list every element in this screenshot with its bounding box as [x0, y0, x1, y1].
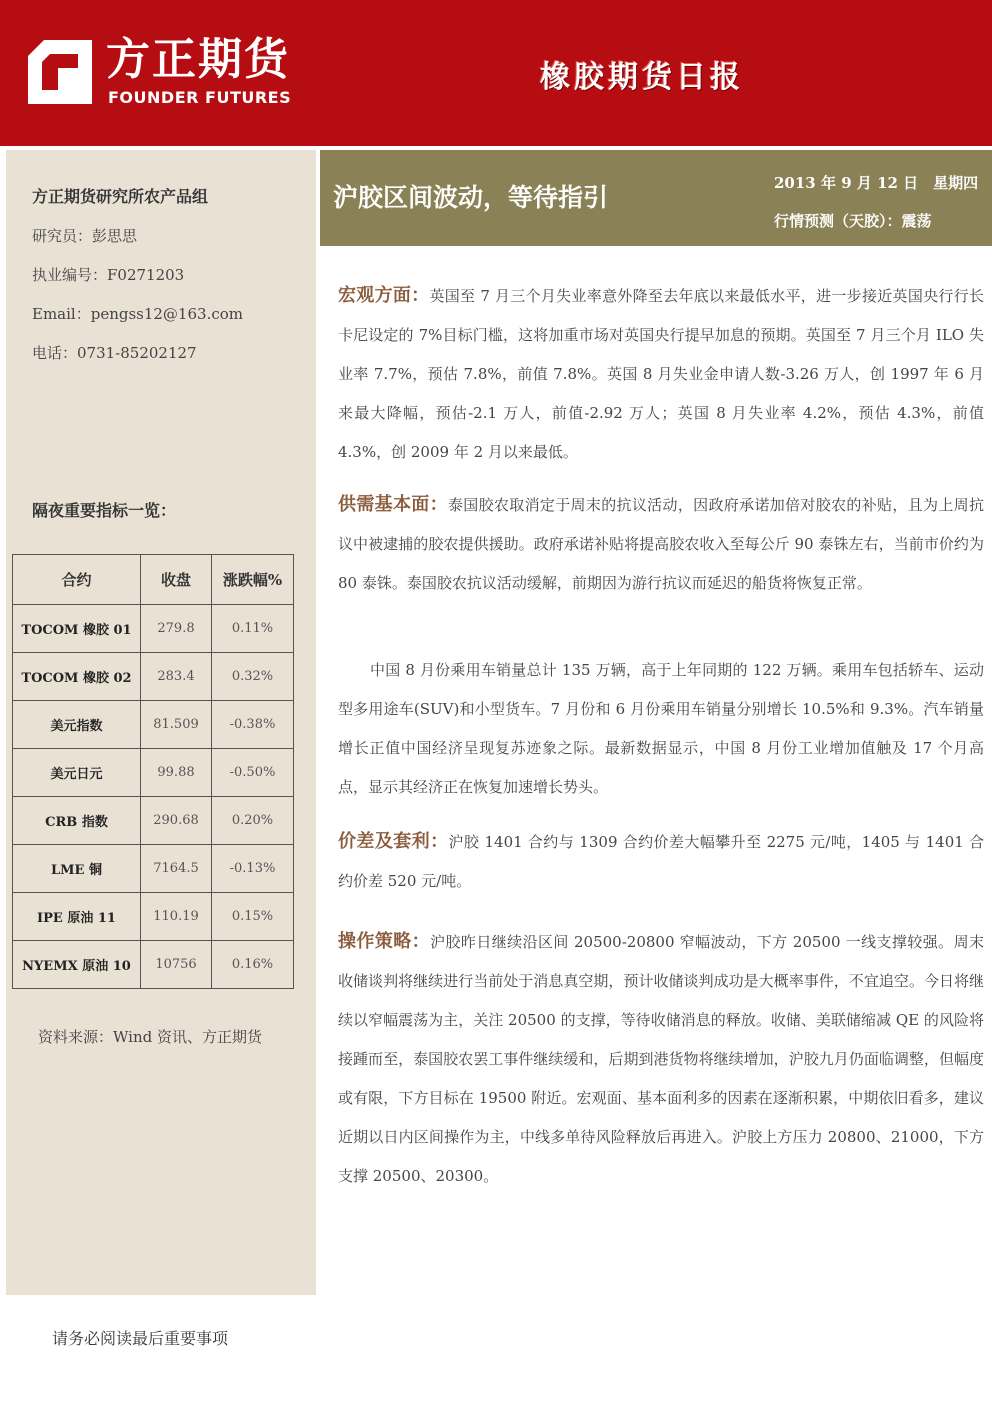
table-row	[13, 797, 294, 845]
contract-name: 美元日元	[13, 749, 141, 797]
macro-heading: 宏观方面：	[338, 285, 430, 306]
header-banner	[0, 0, 992, 146]
column-header: 涨跌幅%	[212, 555, 294, 605]
table-row	[13, 941, 294, 989]
market-forecast: 行情预测（天胶）：震荡	[774, 212, 932, 230]
close-value: 99.88	[141, 749, 212, 797]
contract-name: 美元指数	[13, 701, 141, 749]
disclaimer-note: 请务必阅读最后重要事项	[52, 1329, 229, 1348]
contract-name: IPE 原油 11	[13, 893, 141, 941]
table-header-row	[13, 555, 294, 605]
contract-name: CRB 指数	[13, 797, 141, 845]
supply-heading: 供需基本面：	[338, 494, 448, 515]
close-value: 283.4	[141, 653, 212, 701]
macro-paragraph	[338, 276, 984, 472]
analyst-email: Email：pengss12@163.com	[32, 305, 243, 323]
change-percent: 0.11%	[212, 605, 294, 653]
contract-name: TOCOM 橡胶 01	[13, 605, 141, 653]
column-header: 收盘	[141, 555, 212, 605]
report-date: 2013 年 9 月 12 日 星期四	[774, 174, 979, 192]
table-row	[13, 749, 294, 797]
close-value: 279.8	[141, 605, 212, 653]
table-row	[13, 893, 294, 941]
brand-name-en: FOUNDER FUTURES	[108, 88, 292, 107]
change-percent: -0.50%	[212, 749, 294, 797]
table-row	[13, 845, 294, 893]
spread-text: 沪胶 1401 合约与 1309 合约价差大幅攀升至 2275 元/吨，1405 与 1401 合约价差 520 元/吨。	[338, 833, 984, 890]
close-value: 7164.5	[141, 845, 212, 893]
close-value: 10756	[141, 941, 212, 989]
overnight-indicators-table	[12, 554, 294, 989]
auto-sales-paragraph: 中国 8 月份乘用车销量总计 135 万辆，高于上年同期的 122 万辆。乘用车包括轿车、运动型多用途车(SUV)和小型货车。7 月份和 6 月份乘用车销量分别增长 10.5%和 9.3%。汽车销量增长正值中国经济呈现复苏迹象之际。最新数据显示，中国 8 月份工业增加值触及 17 个月高点，显示其经济正在恢复加速增长势头。	[338, 661, 984, 796]
table-row	[13, 605, 294, 653]
change-percent: -0.13%	[212, 845, 294, 893]
table-row	[13, 653, 294, 701]
research-org: 方正期货研究所农产品组	[32, 187, 209, 206]
supply-text: 泰国胶农取消定于周末的抗议活动，因政府承诺加倍对胶农的补贴，且为上周抗议中被逮捕的胶农提供援助。政府承诺补贴将提高胶农收入至每公斤 90 泰铢左右，当前市价约为 80 泰铢。泰国胶农抗议活动缓解，前期因为游行抗议而延迟的船货将恢复正常。	[338, 496, 984, 592]
report-title: 橡胶期货日报	[540, 60, 744, 95]
strategy-paragraph	[338, 922, 984, 1196]
contract-name: LME 铜	[13, 845, 141, 893]
analyst-name: 研究员：彭思思	[32, 227, 138, 245]
strategy-heading: 操作策略：	[338, 931, 431, 952]
change-percent: -0.38%	[212, 701, 294, 749]
change-percent: 0.32%	[212, 653, 294, 701]
close-value: 290.68	[141, 797, 212, 845]
founder-logo-icon	[28, 40, 92, 104]
headline: 沪胶区间波动，等待指引	[333, 183, 609, 212]
license-number: 执业编号：F0271203	[32, 266, 185, 284]
contract-name: NYEMX 原油 10	[13, 941, 141, 989]
strategy-text: 沪胶昨日继续沿区间 20500-20800 窄幅波动，下方 20500 一线支撑较强。周末收储谈判将继续进行当前处于消息真空期，预计收储谈判成功是大概率事件，不宜追空。今日将继续以窄幅震荡为主，关注 20500 的支撑，等待收储消息的释放。收储、美联储缩减 QE 的风险将接踵而至，泰国胶农罢工事件继续缓和，后期到港货物将继续增加，沪胶九月仍面临调整，但幅度或有限，下方目标在 19500 附近。宏观面、基本面利多的因素在逐渐积累，中期依旧看多，建议近期以日内区间操作为主，中线多单待风险释放后再进入。沪胶上方压力 20800、21000，下方支撑 20500、20300。	[338, 933, 985, 1185]
brand-name-cn: 方正期货	[106, 34, 290, 85]
close-value: 81.509	[141, 701, 212, 749]
change-percent: 0.16%	[212, 941, 294, 989]
change-percent: 0.15%	[212, 893, 294, 941]
data-source: 资料来源：Wind 资讯、方正期货	[38, 1028, 262, 1046]
contract-name: TOCOM 橡胶 02	[13, 653, 141, 701]
spread-paragraph	[338, 822, 984, 901]
macro-text: 英国至 7 月三个月失业率意外降至去年底以来最低水平，进一步接近英国央行行长卡尼设定的 7%目标门槛，这将加重市场对英国央行提早加息的预期。英国至 7 月三个月 ILO 失业率 7.7%，预估 7.8%，前值 7.8%。英国 8 月失业金申请人数-3.26 万人，创 1997 年 6 月来最大降幅，预估-2.1 万人，前值-2.92 万人；英国 8 月失业率 4.2%，预估 4.3%，前值 4.3%，创 2009 年 2 月以来最低。	[338, 287, 984, 461]
supply-paragraph	[338, 485, 984, 603]
indicators-section-title: 隔夜重要指标一览：	[32, 501, 177, 520]
column-header: 合约	[13, 555, 141, 605]
analyst-phone: 电话：0731-85202127	[32, 344, 197, 362]
spread-heading: 价差及套利：	[338, 831, 449, 852]
table-row	[13, 701, 294, 749]
close-value: 110.19	[141, 893, 212, 941]
change-percent: 0.20%	[212, 797, 294, 845]
